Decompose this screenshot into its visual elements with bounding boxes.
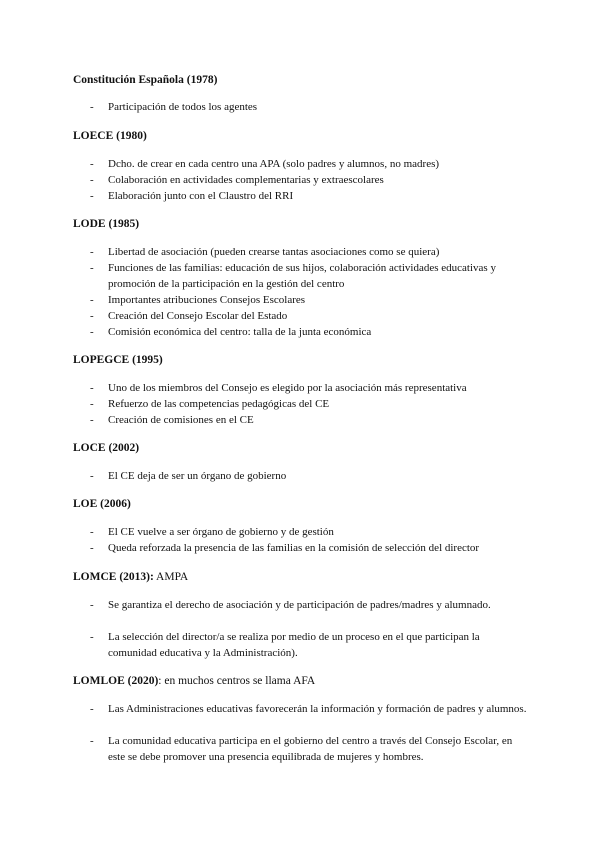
list-item: - Libertad de asociación (pueden crearse tantas asociaciones como se quiera)	[90, 246, 440, 258]
list-item: - Funciones de las familias: educación de sus hijos, colaboración actividades educativas y promoción de la participación en la gestión del centro	[90, 262, 496, 290]
section-heading: LOCE (2002)	[73, 442, 140, 454]
list-item: - El CE deja de ser un órgano de gobierno	[90, 470, 287, 482]
list-item: - Creación del Consejo Escolar del Estado	[90, 310, 288, 322]
list-item: - Uno de los miembros del Consejo es elegido por la asociación más representativa	[90, 382, 467, 394]
section-heading: LOECE (1980)	[73, 130, 147, 142]
section-heading: LOE (2006)	[73, 498, 131, 510]
list-item: - Elaboración junto con el Claustro del RRI	[90, 190, 294, 202]
list-item: - Comisión económica del centro: talla de la junta económica	[90, 326, 372, 338]
list-item: - Participación de todos los agentes	[90, 101, 258, 113]
list-item: - Las Administraciones educativas favorecerán la información y formación de padres y alumnos.	[90, 703, 527, 715]
list-item: - El CE vuelve a ser órgano de gobierno y de gestión	[90, 526, 334, 538]
section-heading: LOMLOE (2020): en muchos centros se llama AFA	[73, 675, 316, 687]
list-item: - Queda reforzada la presencia de las familias en la comisión de selección del director	[90, 542, 480, 554]
list-item: - Refuerzo de las competencias pedagógicas del CE	[90, 398, 330, 410]
section-heading: Constitución Española (1978)	[73, 74, 218, 86]
section-heading: LOPEGCE (1995)	[73, 354, 163, 366]
list-item: - Colaboración en actividades complementarias y extraescolares	[90, 174, 384, 186]
list-item: - Creación de comisiones en el CE	[90, 414, 254, 426]
list-item: - La selección del director/a se realiza por medio de un proceso en el que participan la comunidad educativa y la Administración).	[90, 631, 480, 659]
section-heading: LODE (1985)	[73, 218, 140, 230]
list-item: - Se garantiza el derecho de asociación y de participación de padres/madres y alumnado.	[90, 599, 491, 611]
list-item: - Dcho. de crear en cada centro una APA (solo padres y alumnos, no madres)	[90, 158, 440, 170]
list-item: - La comunidad educativa participa en el gobierno del centro a través del Consejo Escolar, en este se debe promover una presencia equilibrada de mujeres y hombres.	[90, 735, 513, 763]
section-heading: LOMCE (2013): AMPA	[73, 571, 189, 583]
list-item: - Importantes atribuciones Consejos Escolares	[90, 294, 306, 306]
